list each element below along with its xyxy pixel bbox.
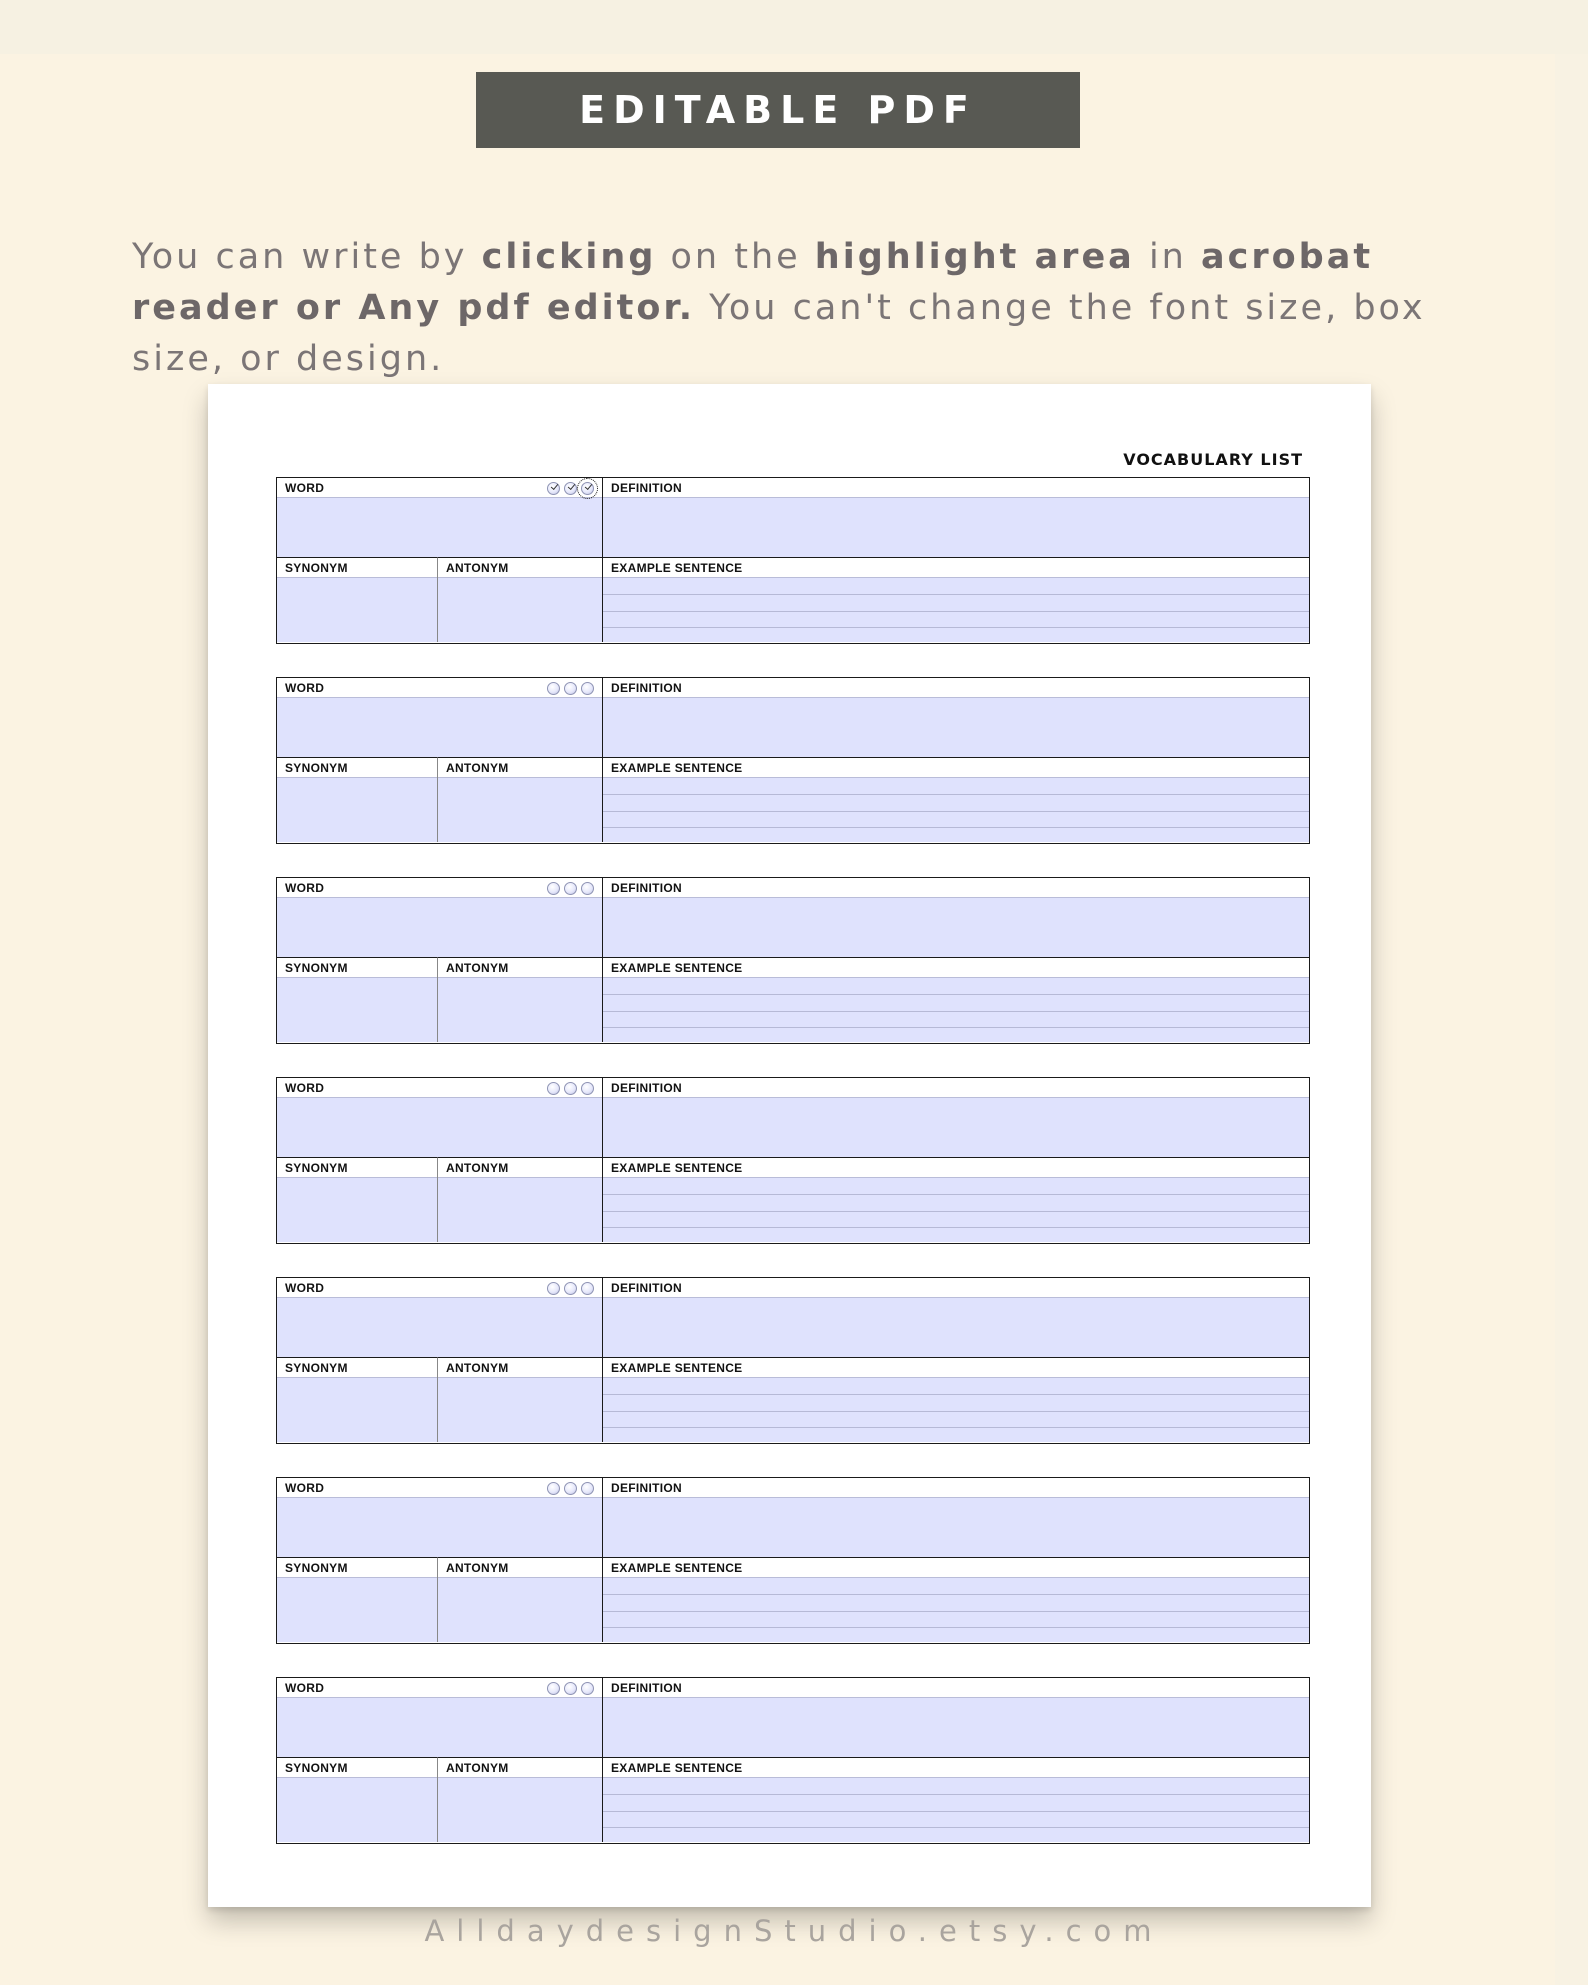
example-line [603, 1227, 1309, 1228]
word-cell [277, 878, 603, 957]
example-field[interactable] [603, 1178, 1309, 1242]
synonym-field[interactable] [277, 778, 437, 842]
example-line [603, 1811, 1309, 1812]
rating-radio[interactable] [564, 882, 577, 895]
antonym-cell [438, 757, 603, 842]
word-cell-label: WORD [277, 1278, 602, 1298]
synonym-cell-label: SYNONYM [277, 1758, 437, 1778]
antonym-cell [438, 1557, 603, 1642]
rating-radio[interactable] [547, 482, 560, 495]
definition-cell-label: DEFINITION [603, 478, 1309, 498]
antonym-field[interactable] [438, 778, 602, 842]
definition-cell [603, 678, 1309, 757]
rating-radio[interactable] [581, 1082, 594, 1095]
antonym-cell-label: ANTONYM [438, 1158, 602, 1178]
word-field[interactable] [277, 1098, 602, 1157]
synonym-cell-label: SYNONYM [277, 1558, 437, 1578]
word-cell [277, 1078, 603, 1157]
word-cell [277, 478, 603, 557]
antonym-field[interactable] [438, 1778, 602, 1842]
word-cell-label: WORD [277, 1678, 602, 1698]
word-cell [277, 1278, 603, 1357]
example-cell [603, 757, 1309, 842]
antonym-cell [438, 1757, 603, 1842]
word-cell-label: WORD [277, 478, 602, 498]
synonym-cell [277, 757, 438, 842]
definition-cell-label: DEFINITION [603, 1478, 1309, 1498]
rating-radio[interactable] [547, 1082, 560, 1095]
word-cell-label: WORD [277, 678, 602, 698]
example-line [603, 1194, 1309, 1195]
rating-radio[interactable] [564, 1082, 577, 1095]
example-line [603, 1027, 1309, 1028]
word-field[interactable] [277, 1698, 602, 1757]
example-line [603, 627, 1309, 628]
instructions-bold-1: clicking [481, 237, 657, 277]
word-field[interactable] [277, 1498, 602, 1557]
definition-cell-label: DEFINITION [603, 878, 1309, 898]
definition-field[interactable] [603, 1098, 1309, 1157]
example-line [603, 811, 1309, 812]
example-cell [603, 1357, 1309, 1442]
definition-cell-label: DEFINITION [603, 1278, 1309, 1298]
top-strip [0, 0, 1588, 54]
example-field[interactable] [603, 1378, 1309, 1442]
example-field[interactable] [603, 978, 1309, 1042]
example-line [603, 827, 1309, 828]
synonym-cell-label: SYNONYM [277, 1158, 437, 1178]
example-line [603, 1411, 1309, 1412]
example-line [603, 1627, 1309, 1628]
antonym-cell [438, 1157, 603, 1242]
instructions [132, 232, 1492, 385]
instructions-text-4: You can't change the font size, box size, or design. [132, 288, 1426, 379]
vocab-entry [276, 1277, 1310, 1444]
rating-radio[interactable] [564, 1482, 577, 1495]
rating-radio[interactable] [547, 1682, 560, 1695]
synonym-field[interactable] [277, 1178, 437, 1242]
vocabulary-sheet [208, 384, 1371, 1907]
definition-cell [603, 1678, 1309, 1757]
word-cell [277, 1678, 603, 1757]
example-line [603, 1594, 1309, 1595]
word-field[interactable] [277, 1298, 602, 1357]
vocab-entry [276, 1477, 1310, 1644]
instructions-text-2: on the [656, 237, 815, 277]
antonym-cell-label: ANTONYM [438, 1358, 602, 1378]
editable-pdf-banner: EDITABLE PDF [476, 72, 1080, 148]
rating-group [547, 682, 594, 695]
definition-cell [603, 478, 1309, 557]
instructions-bold-3: acrobat reader or Any pdf editor. [132, 237, 1374, 328]
word-cell [277, 1478, 603, 1557]
vocab-entry [276, 877, 1310, 1044]
example-line [603, 794, 1309, 795]
rating-group [547, 1682, 594, 1695]
example-line [603, 1794, 1309, 1795]
rating-group [547, 1282, 594, 1295]
definition-field[interactable] [603, 498, 1309, 557]
antonym-cell-label: ANTONYM [438, 1758, 602, 1778]
synonym-cell [277, 557, 438, 642]
word-field[interactable] [277, 898, 602, 957]
synonym-cell [277, 957, 438, 1042]
rating-radio[interactable] [581, 1482, 594, 1495]
antonym-cell-label: ANTONYM [438, 758, 602, 778]
example-line [603, 1827, 1309, 1828]
example-line [603, 1394, 1309, 1395]
example-field[interactable] [603, 1778, 1309, 1842]
rating-radio[interactable] [547, 1482, 560, 1495]
example-line [603, 1211, 1309, 1212]
instructions-text-1: You can write by [132, 237, 482, 277]
example-line [603, 1427, 1309, 1428]
antonym-cell-label: ANTONYM [438, 958, 602, 978]
example-line [603, 1611, 1309, 1612]
word-cell-label: WORD [277, 878, 602, 898]
rating-group [547, 882, 594, 895]
antonym-cell [438, 1357, 603, 1442]
example-line [603, 1011, 1309, 1012]
synonym-cell-label: SYNONYM [277, 558, 437, 578]
example-cell-label: EXAMPLE SENTENCE [603, 1158, 1309, 1178]
antonym-field[interactable] [438, 978, 602, 1042]
rating-radio[interactable] [547, 1282, 560, 1295]
example-cell-label: EXAMPLE SENTENCE [603, 1558, 1309, 1578]
vocab-entry [276, 1077, 1310, 1244]
example-cell [603, 557, 1309, 642]
example-cell [603, 1557, 1309, 1642]
synonym-cell-label: SYNONYM [277, 1358, 437, 1378]
definition-field[interactable] [603, 1298, 1309, 1357]
example-cell [603, 1757, 1309, 1842]
antonym-cell-label: ANTONYM [438, 558, 602, 578]
example-line [603, 594, 1309, 595]
example-field[interactable] [603, 1578, 1309, 1642]
rating-radio[interactable] [581, 1682, 594, 1695]
synonym-field[interactable] [277, 1778, 437, 1842]
synonym-field[interactable] [277, 1378, 437, 1442]
example-field[interactable] [603, 578, 1309, 642]
synonym-cell-label: SYNONYM [277, 958, 437, 978]
rating-radio[interactable] [564, 1682, 577, 1695]
definition-field[interactable] [603, 698, 1309, 757]
example-line [603, 611, 1309, 612]
word-cell [277, 678, 603, 757]
sheet-title: VOCABULARY LIST [1123, 450, 1303, 469]
example-cell [603, 1157, 1309, 1242]
word-cell-label: WORD [277, 1078, 602, 1098]
definition-cell [603, 1278, 1309, 1357]
definition-field[interactable] [603, 898, 1309, 957]
definition-cell [603, 1078, 1309, 1157]
antonym-cell-label: ANTONYM [438, 1558, 602, 1578]
rating-radio[interactable] [581, 482, 594, 495]
word-cell-label: WORD [277, 1478, 602, 1498]
definition-cell-label: DEFINITION [603, 1678, 1309, 1698]
example-cell-label: EXAMPLE SENTENCE [603, 758, 1309, 778]
rating-radio[interactable] [564, 682, 577, 695]
footer-url: AlldaydesignStudio.etsy.com [424, 1914, 1164, 1948]
instructions-text-3: in [1134, 237, 1201, 277]
synonym-field[interactable] [277, 1578, 437, 1642]
example-cell-label: EXAMPLE SENTENCE [603, 1758, 1309, 1778]
rating-radio[interactable] [581, 1282, 594, 1295]
vocab-entry [276, 477, 1310, 644]
rating-radio[interactable] [564, 1282, 577, 1295]
rating-group [547, 1082, 594, 1095]
word-field[interactable] [277, 698, 602, 757]
vocab-entry [276, 1677, 1310, 1844]
synonym-cell [277, 1357, 438, 1442]
rating-radio[interactable] [581, 882, 594, 895]
antonym-cell [438, 957, 603, 1042]
example-cell-label: EXAMPLE SENTENCE [603, 558, 1309, 578]
definition-cell-label: DEFINITION [603, 678, 1309, 698]
example-cell-label: EXAMPLE SENTENCE [603, 958, 1309, 978]
definition-field[interactable] [603, 1498, 1309, 1557]
rating-radio[interactable] [547, 882, 560, 895]
synonym-cell [277, 1157, 438, 1242]
rating-group [547, 1482, 594, 1495]
rating-radio[interactable] [564, 482, 577, 495]
definition-cell [603, 1478, 1309, 1557]
rating-radio[interactable] [581, 682, 594, 695]
example-cell [603, 957, 1309, 1042]
word-field[interactable] [277, 498, 602, 557]
antonym-field[interactable] [438, 1578, 602, 1642]
instructions-bold-2: highlight area [814, 237, 1135, 277]
example-cell-label: EXAMPLE SENTENCE [603, 1358, 1309, 1378]
synonym-cell [277, 1557, 438, 1642]
definition-field[interactable] [603, 1698, 1309, 1757]
rating-radio[interactable] [547, 682, 560, 695]
synonym-cell [277, 1757, 438, 1842]
definition-cell-label: DEFINITION [603, 1078, 1309, 1098]
example-field[interactable] [603, 778, 1309, 842]
synonym-field[interactable] [277, 578, 437, 642]
antonym-field[interactable] [438, 1378, 602, 1442]
antonym-field[interactable] [438, 1178, 602, 1242]
rating-group [547, 482, 594, 495]
antonym-field[interactable] [438, 578, 602, 642]
synonym-field[interactable] [277, 978, 437, 1042]
antonym-cell [438, 557, 603, 642]
definition-cell [603, 878, 1309, 957]
example-line [603, 994, 1309, 995]
synonym-cell-label: SYNONYM [277, 758, 437, 778]
vocab-entry [276, 677, 1310, 844]
